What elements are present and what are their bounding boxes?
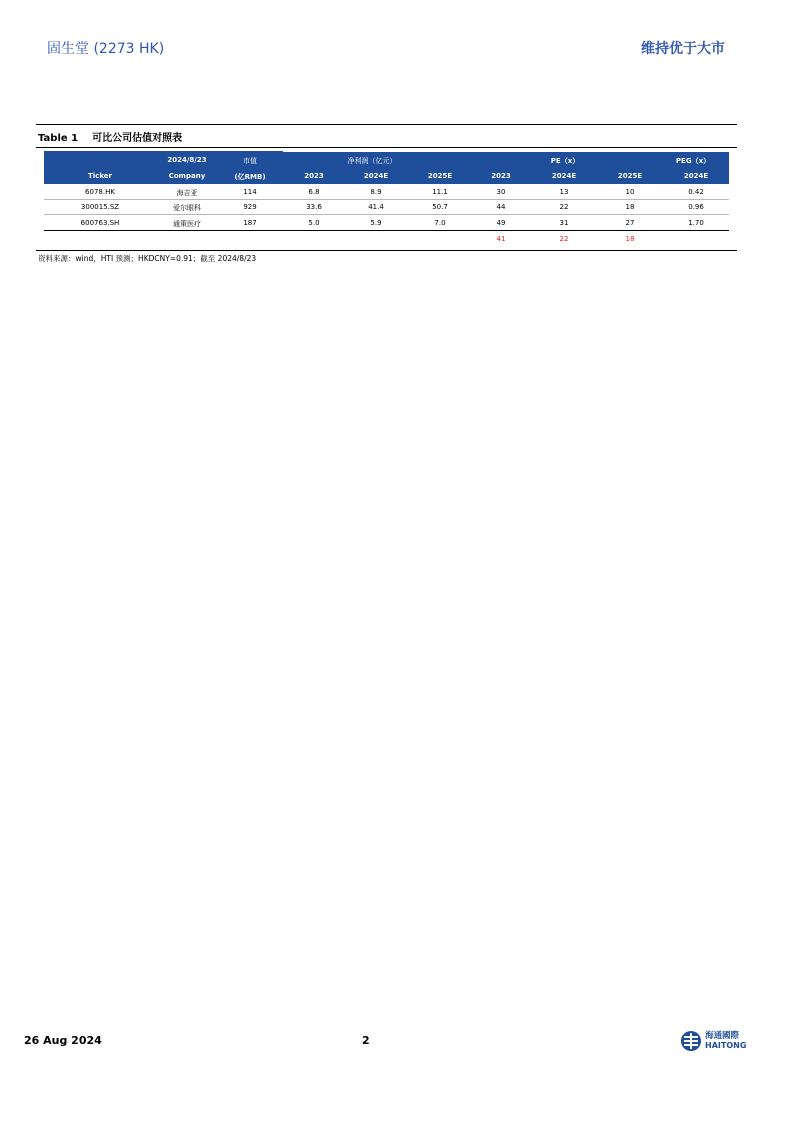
table-cell: 114 xyxy=(243,188,257,196)
header-np-2025e: 2025E xyxy=(427,172,453,180)
table-cell: 6078.HK xyxy=(85,188,115,196)
table-cell: 7.0 xyxy=(434,219,446,227)
table-cell: 31 xyxy=(559,219,569,227)
table-top-rule xyxy=(36,124,737,125)
table-cell: 5.9 xyxy=(370,219,382,227)
table-cell: 6.8 xyxy=(308,188,320,196)
header-pe-2025e: 2025E xyxy=(617,172,643,180)
header-pe-2023: 2023 xyxy=(491,172,511,180)
header-ticker: Ticker xyxy=(88,172,112,180)
header-np-2024e: 2024E xyxy=(363,172,389,180)
table-cell: 929 xyxy=(243,203,257,211)
header-mktcap: 市值 xyxy=(243,157,257,165)
table-cell: 187 xyxy=(243,219,257,227)
header-net-profit: 净利润（亿元） xyxy=(347,157,397,165)
table-cell: 300015.SZ xyxy=(80,203,120,211)
row-divider xyxy=(44,199,729,200)
report-header-rating: 维持优于大市 xyxy=(641,41,725,57)
header-mktcap-unit: (亿RMB) xyxy=(234,173,266,181)
haitong-logo xyxy=(680,1030,746,1052)
logo-text-cn: 海通國際 xyxy=(705,1031,740,1041)
header-np-2023: 2023 xyxy=(304,172,324,180)
avg-pe-2024e: 22 xyxy=(559,235,569,243)
footer-date: 26 Aug 2024 xyxy=(24,1034,102,1047)
table-caption xyxy=(38,129,182,144)
table-cell: 11.1 xyxy=(432,188,448,196)
table-cell: 22 xyxy=(559,203,569,211)
table-cell: 44 xyxy=(496,203,506,211)
table-cell: 0.96 xyxy=(688,203,704,211)
table-caption-rule xyxy=(36,147,737,148)
table-cell: 50.7 xyxy=(432,203,448,211)
row-divider xyxy=(44,230,729,231)
table-cell: 18 xyxy=(625,203,635,211)
table-cell: 33.6 xyxy=(306,203,322,211)
report-header-company: 固生堂 (2273 HK) xyxy=(47,41,165,57)
header-divider xyxy=(283,151,729,152)
source-note: 资料来源：wind，HTI 预测；HKDCNY=0.91；截至 2024/8/23 xyxy=(38,254,257,263)
header-peg-2024e: 2024E xyxy=(683,172,709,180)
table-cell: 30 xyxy=(496,188,506,196)
table-cell: 41.4 xyxy=(368,203,384,211)
table-label: Table 1 xyxy=(38,133,79,144)
table-bottom-rule xyxy=(36,250,737,251)
table-cell: 27 xyxy=(625,219,635,227)
header-pe: PE（x） xyxy=(550,157,580,165)
table-title: 可比公司估值对照表 xyxy=(92,133,183,144)
table-cell: 10 xyxy=(625,188,635,196)
header-date: 2024/8/23 xyxy=(167,156,207,164)
header-pe-2024e: 2024E xyxy=(551,172,577,180)
table-cell: 5.0 xyxy=(308,219,320,227)
header-company: Company xyxy=(168,172,206,180)
table-cell: 8.9 xyxy=(370,188,382,196)
haitong-logo-icon xyxy=(680,1030,702,1052)
logo-text-en: HAITONG xyxy=(705,1041,747,1050)
avg-pe-2025e: 18 xyxy=(625,235,635,243)
avg-pe-2023: 41 xyxy=(496,235,506,243)
table-cell: 海吉亚 xyxy=(176,189,198,197)
row-divider xyxy=(44,214,729,215)
table-cell: 爱尔眼科 xyxy=(173,204,201,212)
table-cell: 1.70 xyxy=(688,219,704,227)
table-cell: 通策医疗 xyxy=(173,220,201,228)
header-peg: PEG（x） xyxy=(675,157,711,165)
table-cell: 13 xyxy=(559,188,569,196)
table-cell: 49 xyxy=(496,219,506,227)
page-number: 2 xyxy=(362,1034,370,1047)
table-cell: 600763.SH xyxy=(80,219,120,227)
table-cell: 0.42 xyxy=(688,188,704,196)
